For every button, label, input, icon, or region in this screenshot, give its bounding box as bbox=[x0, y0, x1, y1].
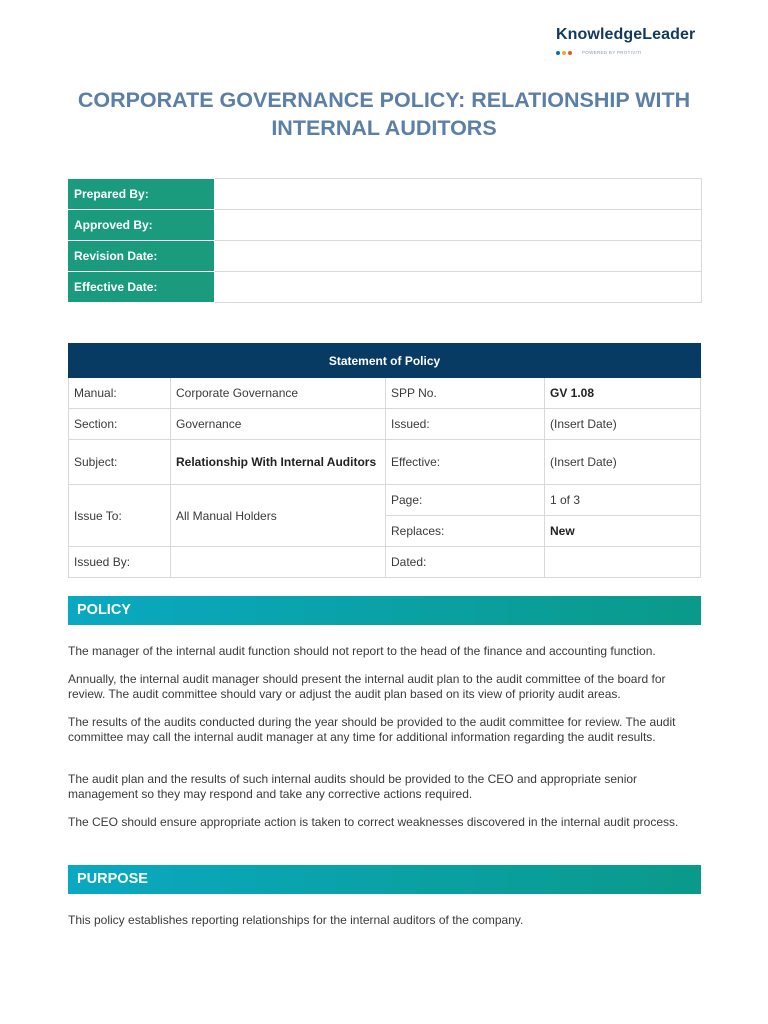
replaces-value: New bbox=[545, 516, 701, 547]
table-row bbox=[68, 210, 702, 241]
policy-heading: POLICY bbox=[68, 596, 701, 625]
table-row bbox=[68, 179, 702, 210]
revision-date-value[interactable] bbox=[215, 241, 702, 272]
spp-label: SPP No. bbox=[386, 378, 545, 409]
page-title: CORPORATE GOVERNANCE POLICY: RELATIONSHIP WITH INTERNAL AUDITORS bbox=[77, 88, 691, 140]
subject-value: Relationship With Internal Auditors bbox=[171, 440, 386, 485]
policy-paragraph: Annually, the internal audit manager should present the internal audit plan to the audit committee of the board for review. The audit committee should vary or adjust the audit plan based on its view of priority audit areas. bbox=[68, 672, 666, 701]
policy-paragraph: The audit plan and the results of such internal audits should be provided to the CEO and appropriate senior management so they may respond and take any corrective actions required. bbox=[68, 772, 638, 801]
statement-of-policy-table bbox=[68, 343, 701, 578]
manual-value: Corporate Governance bbox=[171, 378, 386, 409]
approval-table bbox=[68, 178, 702, 303]
dated-label: Dated: bbox=[386, 547, 545, 578]
logo-name: KnowledgeLeader bbox=[556, 26, 696, 43]
table-row bbox=[68, 272, 702, 303]
policy-paragraph: The CEO should ensure appropriate action is taken to correct weaknesses discovered in the internal audit process. bbox=[68, 815, 679, 829]
issue-to-value: All Manual Holders bbox=[171, 485, 386, 547]
purpose-paragraph: This policy establishes reporting relationships for the internal auditors of the company. bbox=[68, 913, 524, 927]
dated-value[interactable] bbox=[545, 547, 701, 578]
revision-date-label: Revision Date: bbox=[68, 241, 215, 272]
section-value: Governance bbox=[171, 409, 386, 440]
table-row bbox=[68, 241, 702, 272]
logo-tagline-row bbox=[556, 50, 642, 55]
knowledgeleader-logo bbox=[556, 26, 706, 55]
prepared-by-label: Prepared By: bbox=[68, 179, 215, 210]
purpose-heading: PURPOSE bbox=[68, 865, 701, 894]
section-label: Section: bbox=[69, 409, 171, 440]
issued-label: Issued: bbox=[386, 409, 545, 440]
statement-header: Statement of Policy bbox=[69, 344, 701, 378]
logo-dot-icon bbox=[556, 51, 560, 55]
effective-value: (Insert Date) bbox=[545, 440, 701, 485]
table-header-row bbox=[69, 344, 701, 378]
approved-by-value[interactable] bbox=[215, 210, 702, 241]
approved-by-label: Approved By: bbox=[68, 210, 215, 241]
issued-by-value[interactable] bbox=[171, 547, 386, 578]
table-row bbox=[69, 378, 701, 409]
prepared-by-value[interactable] bbox=[215, 179, 702, 210]
policy-paragraph: The results of the audits conducted during the year should be provided to the audit committee for review. The audit committee may call the internal audit manager at any time for additional information regarding the audit results. bbox=[68, 715, 676, 744]
issued-value: (Insert Date) bbox=[545, 409, 701, 440]
page-value: 1 of 3 bbox=[545, 485, 701, 516]
issued-by-label: Issued By: bbox=[69, 547, 171, 578]
table-row bbox=[69, 485, 701, 516]
effective-date-value[interactable] bbox=[215, 272, 702, 303]
issue-to-label: Issue To: bbox=[69, 485, 171, 547]
policy-paragraph: The manager of the internal audit function should not report to the head of the finance and accounting function. bbox=[68, 644, 656, 658]
logo-tagline: POWERED BY PROTIVITI bbox=[582, 50, 642, 55]
table-row bbox=[69, 547, 701, 578]
table-row bbox=[69, 440, 701, 485]
replaces-label: Replaces: bbox=[386, 516, 545, 547]
logo-dot-icon bbox=[562, 51, 566, 55]
subject-label: Subject: bbox=[69, 440, 171, 485]
manual-label: Manual: bbox=[69, 378, 171, 409]
page-label: Page: bbox=[386, 485, 545, 516]
logo-dot-icon bbox=[568, 51, 572, 55]
effective-label: Effective: bbox=[386, 440, 545, 485]
effective-date-label: Effective Date: bbox=[68, 272, 215, 303]
table-row bbox=[69, 409, 701, 440]
spp-value: GV 1.08 bbox=[545, 378, 701, 409]
